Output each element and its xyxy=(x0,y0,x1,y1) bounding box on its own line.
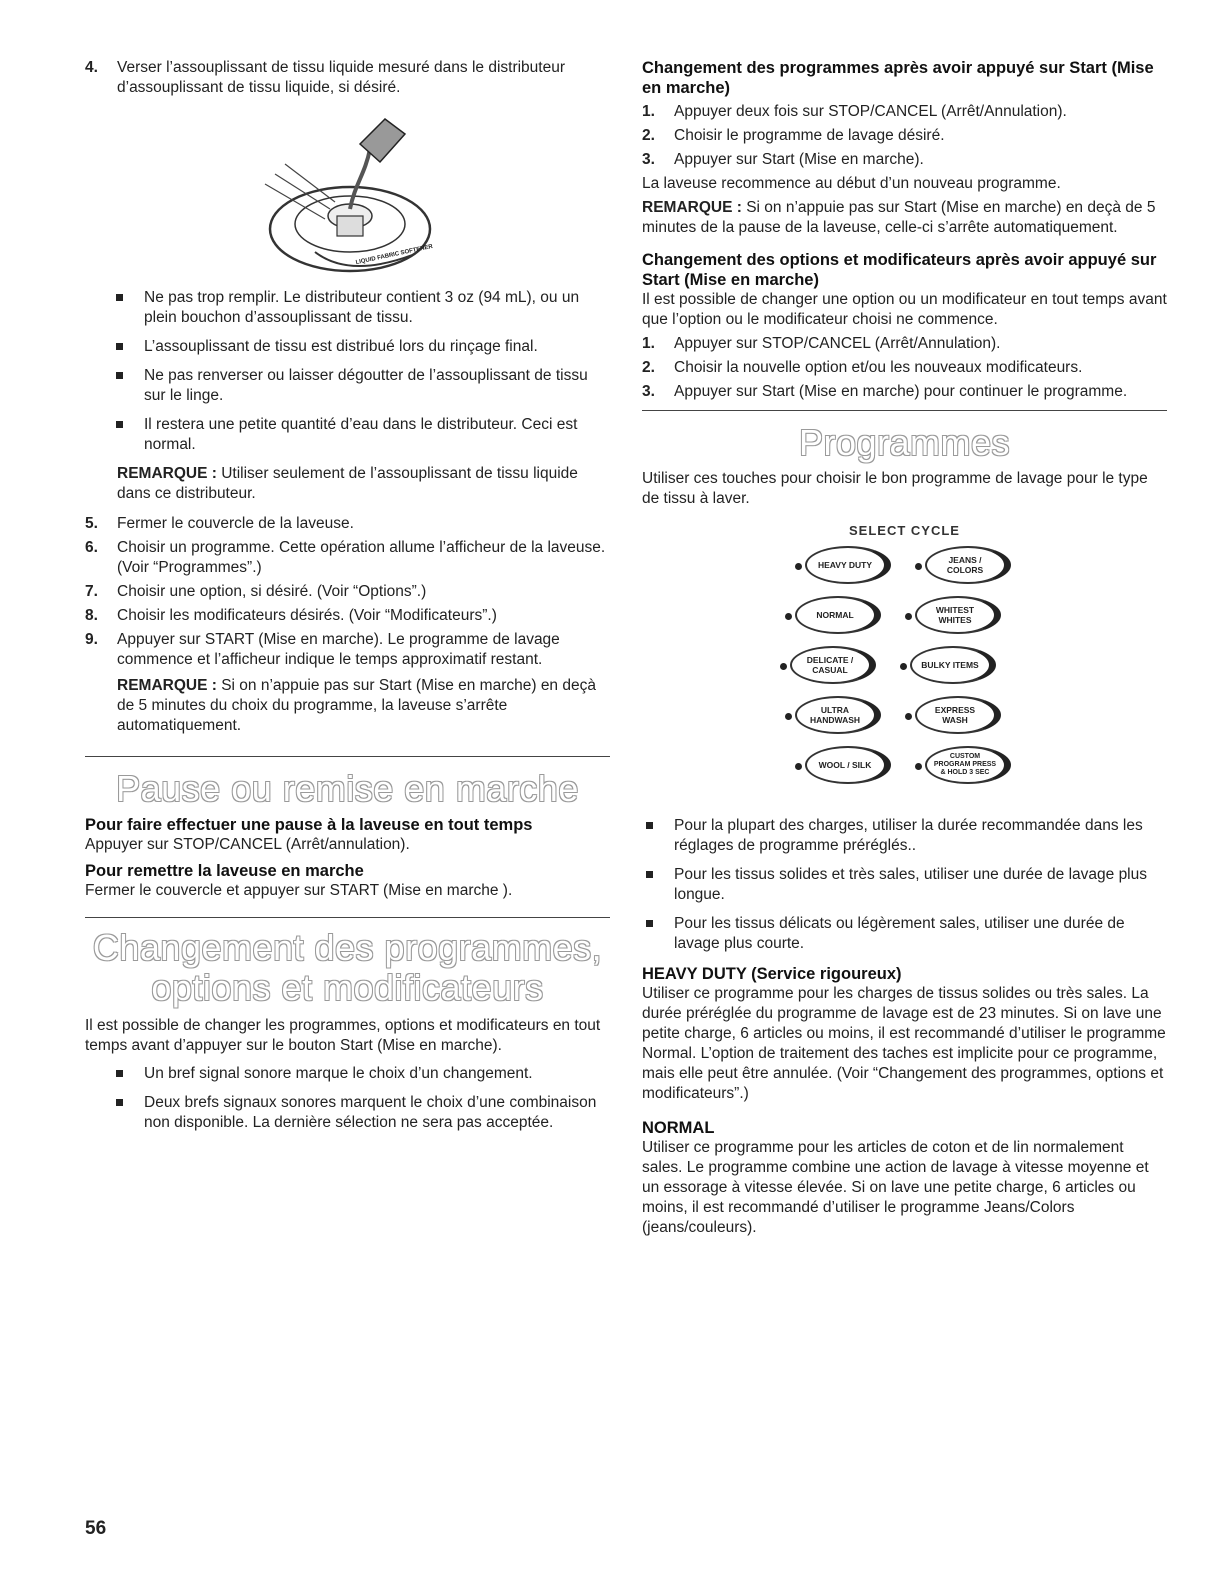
opt-step: 2. Choisir la nouvelle option et/ou les nouveaux modificateurs. xyxy=(642,359,1083,376)
cycle-button-delicate-casual[interactable]: DELICATE / CASUAL xyxy=(780,646,890,686)
indicator-light xyxy=(795,563,802,570)
heavy-duty-text: Utiliser ce programme pour les charges de tissus solides ou très sales. La durée préréglée du programme de lavage est de 23 minutes. Si on lave une petite charge, 6 articles ou moins, il est recommandé d’utiliser le programme Normal. L’option de traitement des taches est implicite pour ce programme, mais elle peut être annulée. (Voir “Changement des programmes, options et modificateurs”.) xyxy=(642,985,1166,1102)
step-5: 5. Fermer le couvercle de la laveuse. xyxy=(85,515,354,532)
select-cycle-label: SELECT CYCLE xyxy=(849,523,960,538)
indicator-light xyxy=(905,713,912,720)
opt-step: 3. Appuyer sur Start (Mise en marche) pour continuer le programme. xyxy=(642,383,1128,400)
prog-step: 1. Appuyer deux fois sur STOP/CANCEL (Arrêt/Annulation). xyxy=(642,103,1067,120)
step-number: 4. xyxy=(85,59,98,76)
cycle-button-custom-program[interactable]: CUSTOM PROGRAM PRESS & HOLD 3 SEC xyxy=(915,746,1025,786)
normal-heading: NORMAL xyxy=(642,1119,715,1137)
indicator-light xyxy=(915,763,922,770)
section-title-change-1: Changement des programmes, xyxy=(92,927,603,968)
divider xyxy=(642,410,1167,411)
bullet-item: Ne pas trop remplir. Le distributeur contient 3 oz (94 mL), ou un plein bouchon d’assouplissant de tissu. xyxy=(85,288,610,328)
heavy-duty-heading: HEAVY DUTY (Service rigoureux) xyxy=(642,965,902,983)
indicator-light xyxy=(780,663,787,670)
cycle-button-normal[interactable]: NORMAL xyxy=(785,596,895,636)
change-options-text: Il est possible de changer une option ou un modificateur en tout temps avant que l’option ou le modificateur choisi ne commence. xyxy=(642,291,1167,328)
step-8: 8. Choisir les modificateurs désirés. (Voir “Modificateurs”.) xyxy=(85,607,497,624)
bullet-item: Pour les tissus solides et très sales, utiliser une durée de lavage plus longue. xyxy=(642,865,1167,905)
change-intro: Il est possible de changer les programmes, options et modificateurs en tout temps avant d’appuyer sur le bouton Start (Mise en marche). xyxy=(85,1017,601,1054)
normal-text: Utiliser ce programme pour les articles de coton et de lin normalement sales. Le programme combine une action de lavage à vitesse moyenne et un essorage à vitesse élevée. Si on lave une petite charge, 6 articles ou moins, il est recommandé d’utiliser le programme Jeans/Colors (jeans/couleurs). xyxy=(642,1139,1149,1236)
indicator-light xyxy=(915,563,922,570)
bullet-item: Pour la plupart des charges, utiliser la durée recommandée dans les réglages de programme préréglés.. xyxy=(642,816,1167,856)
cycle-button-wool-silk[interactable]: WOOL / SILK xyxy=(795,746,905,786)
step-9: 9. Appuyer sur START (Mise en marche). Le programme de lavage commence et l’afficheur indique le temps approximatif restant. xyxy=(85,631,560,668)
note-prog-timeout: REMARQUE : Si on n’appuie pas sur Start (Mise en marche) en deçà de 5 minutes de la pause de la laveuse, celle-ci s’arrête automatiquement. xyxy=(642,199,1156,236)
pause-heading: Pour faire effectuer une pause à la laveuse en tout temps xyxy=(85,816,533,834)
change-program-heading: Changement des programmes après avoir appuyé sur Start (Mise en marche) xyxy=(642,59,1154,97)
step-6: 6. Choisir un programme. Cette opération allume l’afficheur de la laveuse. (Voir “Programmes”.) xyxy=(85,539,606,576)
prog-step: 3. Appuyer sur Start (Mise en marche). xyxy=(642,151,924,168)
right-column xyxy=(642,58,1167,1238)
bullet-item: Ne pas renverser ou laisser dégoutter de l’assouplissant de tissu sur le linge. xyxy=(85,366,610,406)
page-number: 56 xyxy=(85,1518,107,1539)
bullet-item: Il restera une petite quantité d’eau dans le distributeur. Ceci est normal. xyxy=(85,415,610,455)
bullet-item: L’assouplissant de tissu est distribué lors du rinçage final. xyxy=(85,337,610,357)
bullet-item: Un bref signal sonore marque le choix d’un changement. xyxy=(85,1064,610,1084)
change-options-heading: Changement des options et modificateurs après avoir appuyé sur Start (Mise en marche) xyxy=(642,251,1157,289)
restart-text: Fermer le couvercle et appuyer sur START (Mise en marche ). xyxy=(85,882,513,899)
restart-heading: Pour remettre la laveuse en marche xyxy=(85,862,364,880)
step-text: Verser l’assouplissant de tissu liquide mesuré dans le distributeur d’assouplissant de tissu liquide, si désiré. xyxy=(117,59,566,96)
pause-text: Appuyer sur STOP/CANCEL (Arrêt/annulation). xyxy=(85,836,410,853)
softener-dispenser-illustration xyxy=(85,104,610,274)
bullet-item: Deux brefs signaux sonores marquent le choix d’une combinaison non disponible. La dernière sélection ne sera pas acceptée. xyxy=(85,1093,610,1133)
cycle-button-whitest-whites[interactable]: WHITEST WHITES xyxy=(905,596,1015,636)
section-title-pause: Pause ou remise en marche xyxy=(116,768,579,809)
section-title-change-2: options et modificateurs xyxy=(151,967,544,1008)
dispenser-label: LIQUID FABRIC SOFTENER xyxy=(355,243,434,267)
cycle-selector-panel xyxy=(765,546,1045,806)
left-column xyxy=(85,58,610,1142)
cycle-button-express-wash[interactable]: EXPRESS WASH xyxy=(905,696,1015,736)
bullet-item: Pour les tissus délicats ou légèrement sales, utiliser une durée de lavage plus courte. xyxy=(642,914,1167,954)
note-softener: REMARQUE : Utiliser seulement de l’assouplissant de tissu liquide dans ce distributeur. xyxy=(117,465,578,502)
prog-restart-text: La laveuse recommence au début d’un nouveau programme. xyxy=(642,175,1061,192)
divider xyxy=(85,756,610,757)
prog-step: 2. Choisir le programme de lavage désiré. xyxy=(642,127,945,144)
step-7: 7. Choisir une option, si désiré. (Voir “Options”.) xyxy=(85,583,427,600)
indicator-light xyxy=(900,663,907,670)
cycle-button-heavy-duty[interactable]: HEAVY DUTY xyxy=(795,546,905,586)
cycle-button-jeans-colors[interactable]: JEANS / COLORS xyxy=(915,546,1025,586)
divider xyxy=(85,917,610,918)
section-title-programmes: Programmes xyxy=(798,422,1011,463)
cycle-button-ultra-handwash[interactable]: ULTRA HANDWASH xyxy=(785,696,895,736)
indicator-light xyxy=(795,763,802,770)
indicator-light xyxy=(785,613,792,620)
opt-step: 1. Appuyer sur STOP/CANCEL (Arrêt/Annulation). xyxy=(642,335,1001,352)
step-4 xyxy=(85,58,610,98)
programmes-intro: Utiliser ces touches pour choisir le bon programme de lavage pour le type de tissu à laver. xyxy=(642,470,1148,507)
indicator-light xyxy=(905,613,912,620)
indicator-light xyxy=(785,713,792,720)
cycle-button-bulky-items[interactable]: BULKY ITEMS xyxy=(900,646,1010,686)
note-start-timeout: REMARQUE : Si on n’appuie pas sur Start (Mise en marche) en deçà de 5 minutes du choix du programme, la laveuse s’arrête automatiquement. xyxy=(117,677,596,734)
